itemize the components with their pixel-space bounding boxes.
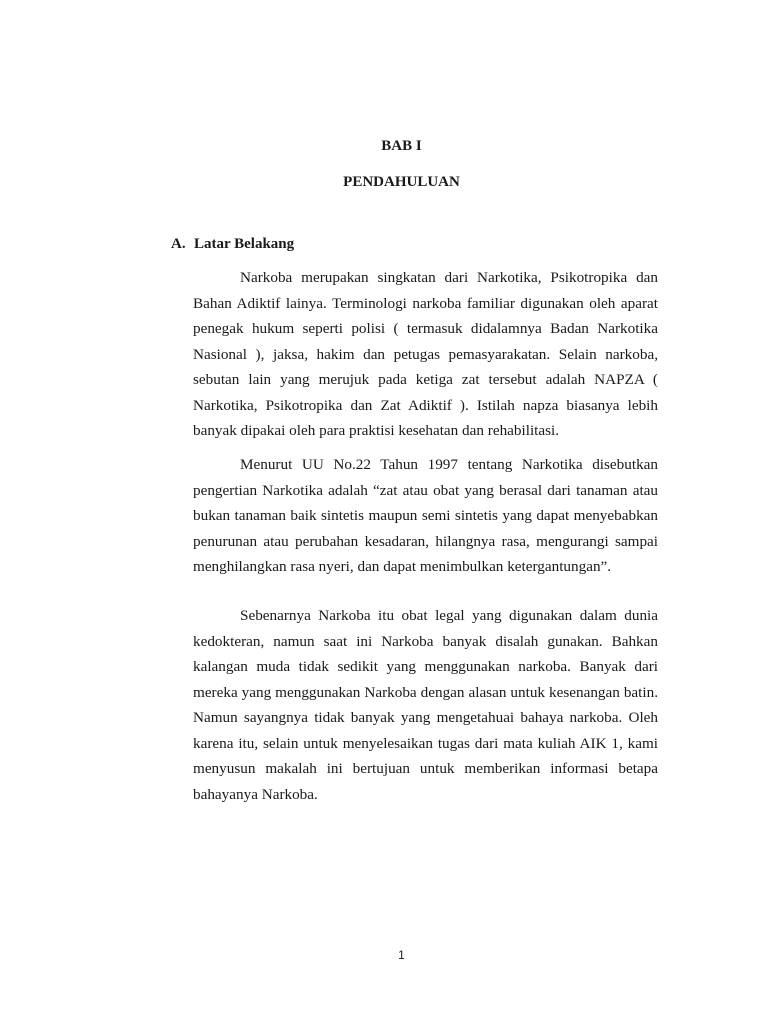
paragraph-text: Sebenarnya Narkoba itu obat legal yang digunakan dalam dunia kedokteran, namun saat ini Narkoba banyak disalah gunakan. Bahkan kalangan muda tidak sedikit yang menggunakan narkoba. Banyak dari mereka yang menggunakan Narkoba dengan alasan untuk kesenangan batin. Namun sayangnya tidak banyak yang mengetahuai bahaya narkoba. Oleh karena itu, selain untuk menyelesaikan tugas dari mata kuliah AIK 1, kami menyusun makalah ini bertujuan untuk memberikan informasi betapa bahayanya Narkoba.	[193, 607, 658, 803]
paragraph	[193, 603, 658, 807]
page-number: 1	[398, 948, 405, 962]
paragraph	[193, 452, 658, 580]
chapter-title: PENDAHULUAN	[343, 174, 460, 190]
section-heading	[171, 235, 294, 253]
paragraph-text: Narkoba merupakan singkatan dari Narkotika, Psikotropika dan Bahan Adiktif lainya. Terminologi narkoba familiar digunakan oleh aparat penegak hukum seperti polisi ( termasuk didalamnya Badan Narkotika Nasional ), jaksa, hakim dan petugas pemasyarakatan. Selain narkoba, sebutan lain yang merujuk pada ketiga zat tersebut adalah NAPZA ( Narkotika, Psikotropika dan Zat Adiktif ). Istilah napza biasanya lebih banyak dipakai oleh para praktisi kesehatan dan rehabilitasi.	[193, 269, 658, 439]
chapter-number: BAB I	[381, 138, 422, 154]
paragraph	[193, 265, 658, 444]
section-letter: A.	[171, 236, 186, 252]
section-title: Latar Belakang	[194, 236, 295, 252]
paragraph-text: Menurut UU No.22 Tahun 1997 tentang Narkotika disebutkan pengertian Narkotika adalah “zat atau obat yang berasal dari tanaman atau bukan tanaman baik sintetis maupun semi sintetis yang dapat menyebabkan penurunan atau perubahan kesadaran, hilangnya rasa, mengurangi sampai menghilangkan rasa nyeri, dan dapat menimbulkan ketergantungan”.	[193, 456, 658, 575]
